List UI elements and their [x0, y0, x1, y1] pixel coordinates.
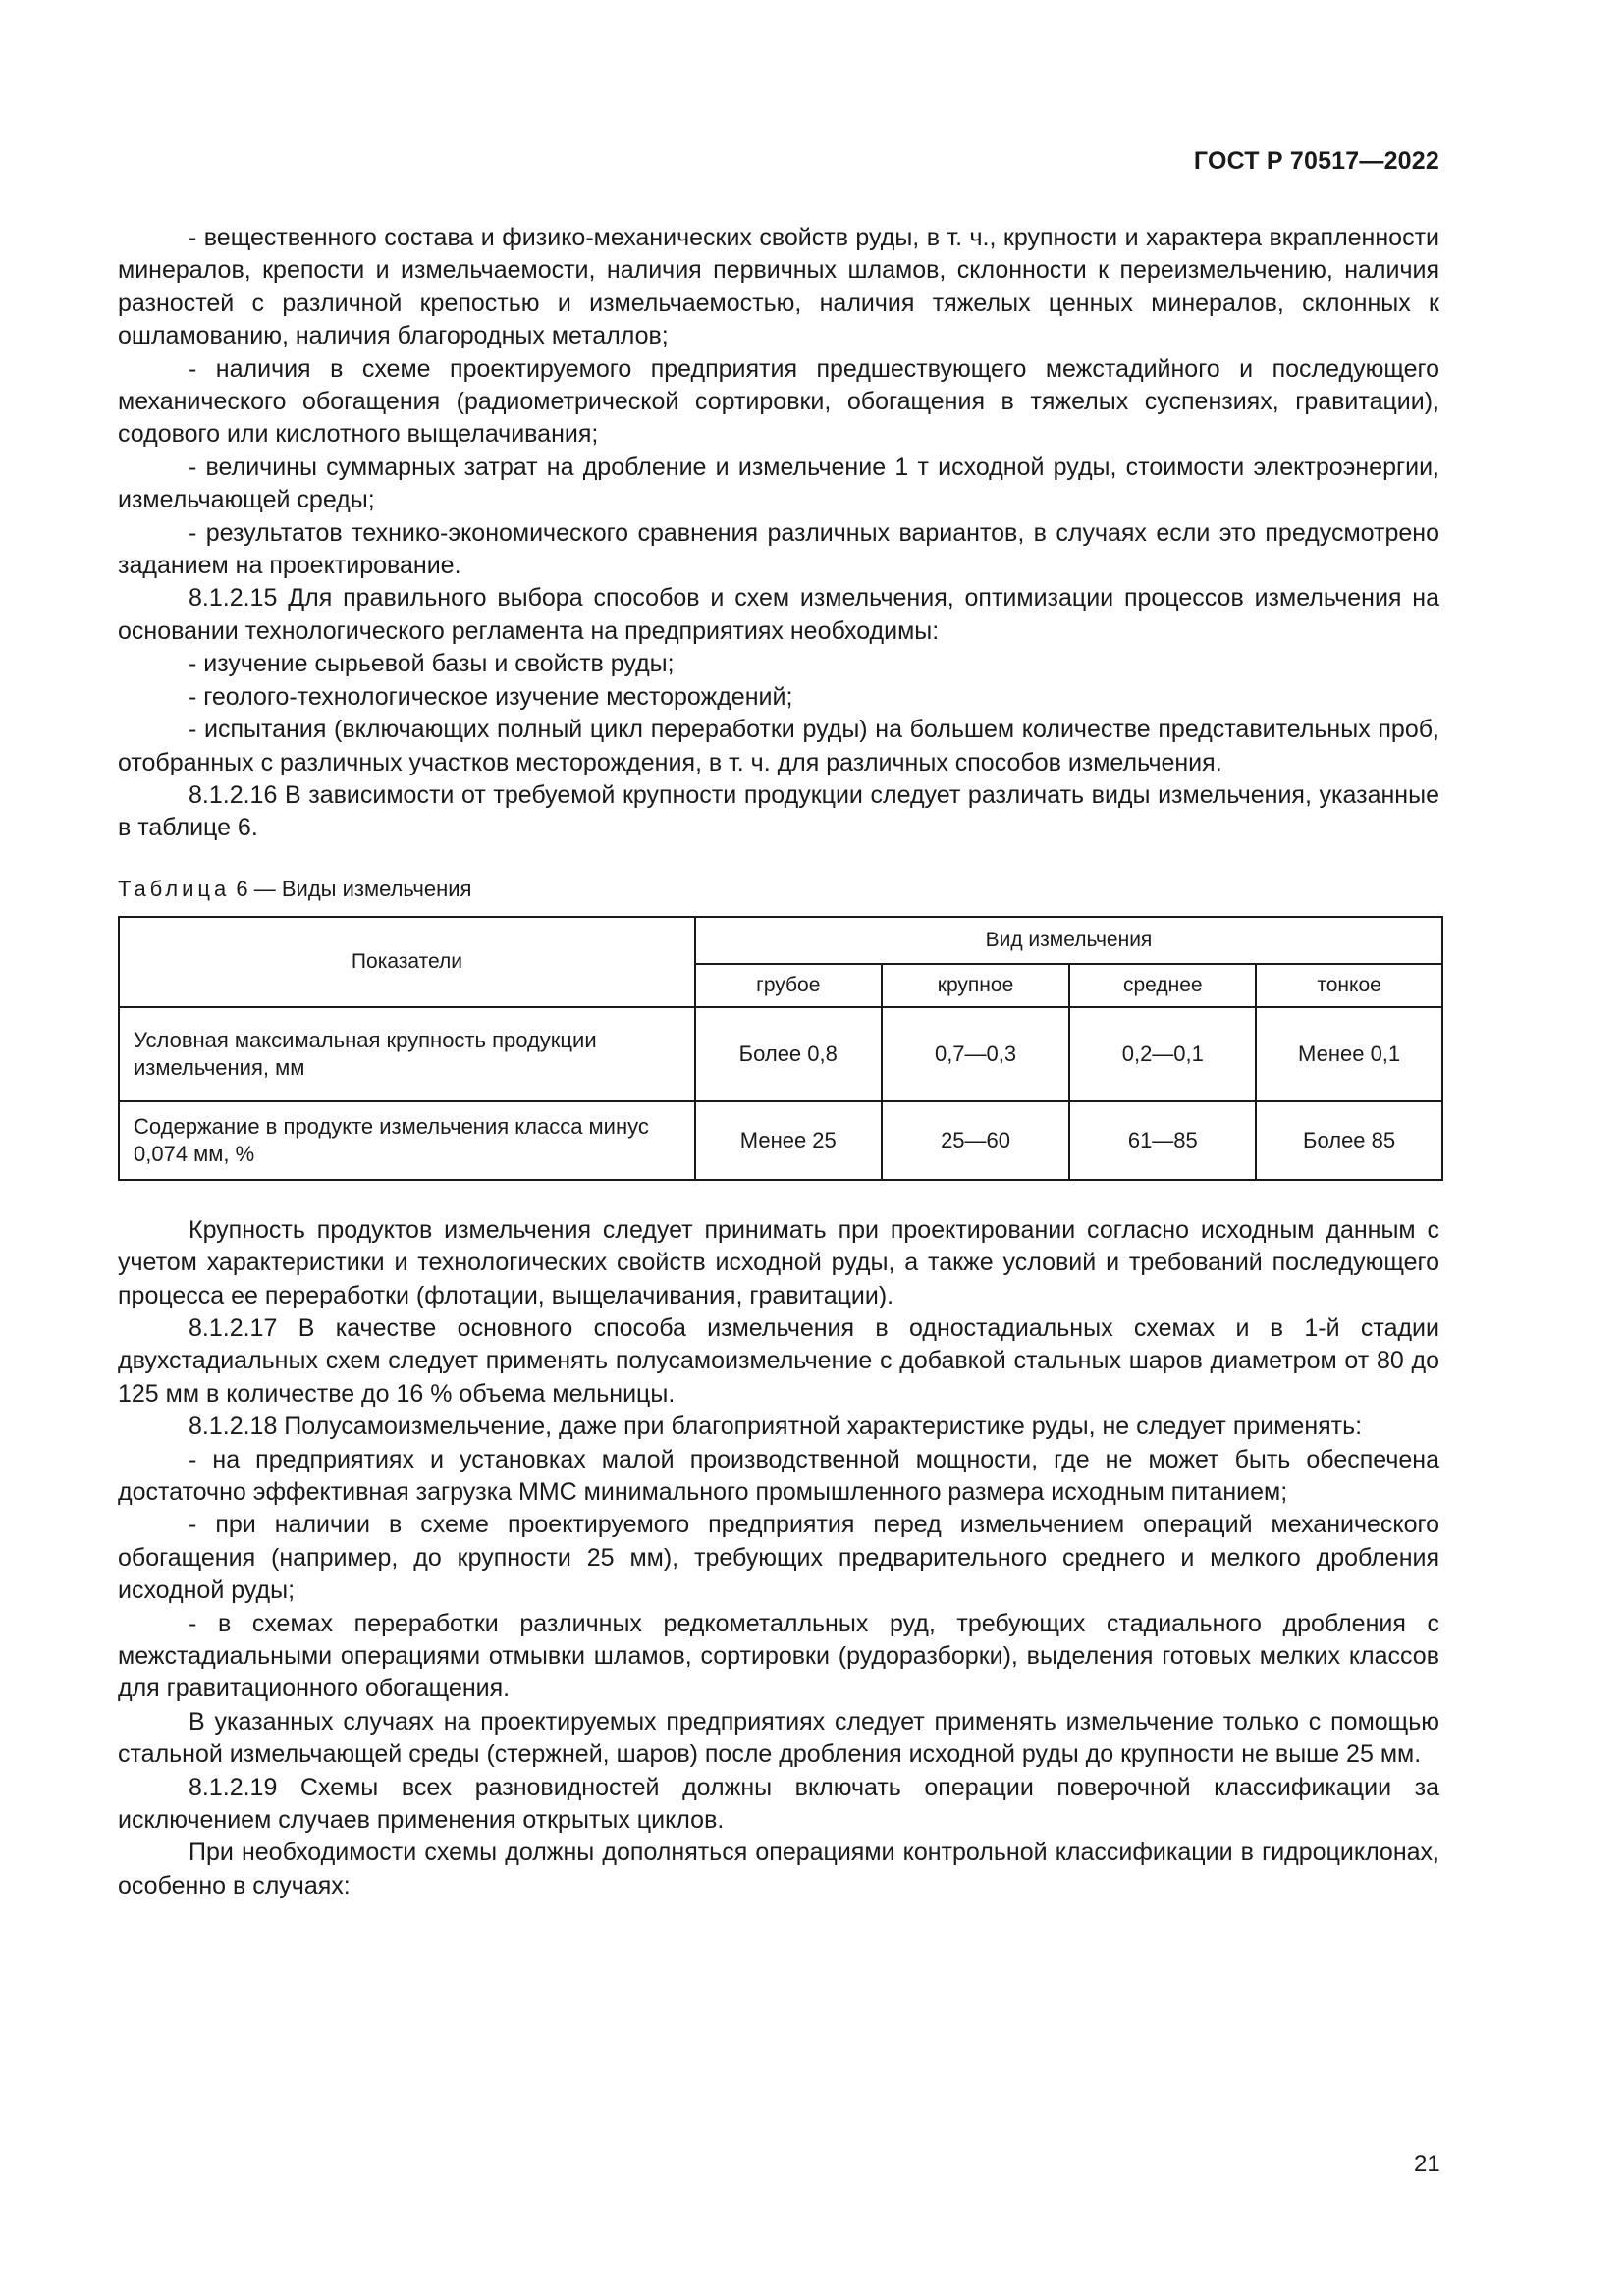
table-caption-label: Таблица — [118, 876, 231, 901]
table-row — [119, 1101, 1442, 1180]
table-cell: Менее 25 — [695, 1101, 882, 1180]
paragraph-product-size: Крупность продуктов измельчения следует принимать при проектировании согласно исходным данным с учетом характеристики и технологических свойств исходной руды, а также условий и требований последующего процесса ее переработки (флотации, выщелачивания, гравитации). — [118, 1215, 1439, 1309]
row-label: Содержание в продукте измельчения класса минус 0,074 мм, % — [119, 1101, 695, 1180]
paragraph-8-1-2-16: 8.1.2.16 В зависимости от требуемой крупности продукции следует различать виды измельчения, указанные в таблице 6. — [118, 780, 1439, 842]
header-large: крупное — [882, 964, 1070, 1007]
table-cell: 0,7—0,3 — [882, 1007, 1070, 1101]
paragraph-8-1-2-18: 8.1.2.18 Полусамоизмельчение, даже при благоприятной характеристике руды, не следует применять: — [189, 1413, 1363, 1441]
paragraph-hydrocyclones: При необходимости схемы должны дополняться операциями контрольной классификации в гидроциклонах, особенно в случаях: — [118, 1839, 1439, 1899]
table-cell: Более 0,8 — [695, 1007, 882, 1101]
paragraph-rare-metal-ores: - в схемах переработки различных редкометалльных руд, требующих стадиального дробления с межстадиальными операциями отмывки шламов, сортировки (рудоразборки), выделения готовых мелких классов для гравитационного обогащения. — [118, 1609, 1439, 1703]
paragraph-steel-media: В указанных случаях на проектируемых предприятиях следует применять измельчение только с помощью стальной измельчающей среды (стержней, шаров) после дробления исходной руды до крупности не выше 25 мм. — [118, 1707, 1439, 1769]
header-indicators: Показатели — [119, 917, 695, 1007]
row-label: Условная максимальная крупность продукции измельчения, мм — [119, 1007, 695, 1101]
table-caption — [118, 877, 1439, 902]
paragraph-8-1-2-19: 8.1.2.19 Схемы всех разновидностей должны включать операции поверочной классификации за исключением случаев применения открытых циклов. — [118, 1773, 1439, 1835]
paragraph-comparison: - результатов технико-экономического сравнения различных вариантов, в случаях если это предусмотрено заданием на проектирование. — [118, 518, 1439, 580]
header-medium: среднее — [1069, 964, 1256, 1007]
header-coarse: грубое — [695, 964, 882, 1007]
paragraph-mechanical-beneficiation: - при наличии в схеме проектируемого предприятия перед измельчением операций механического обогащения (например, до крупности 25 мм), требующих предварительного среднего и мелкого дробления исходной руды; — [118, 1511, 1439, 1605]
paragraph-composition: - вещественного состава и физико-механических свойств руды, в т. ч., крупности и характера вкрапленности минералов, крепости и измельчаемости, наличия первичных шламов, склонности к переизмельчению, наличия разностей с различной крепостью и измельчаемостью, наличия тяжелых ценных минералов, склонных к ошламованию, наличия благородных металлов; — [118, 224, 1439, 350]
document-header: ГОСТ Р 70517—2022 — [1193, 147, 1439, 175]
header-fine: тонкое — [1256, 964, 1442, 1007]
paragraph-small-capacity: - на предприятиях и установках малой производственной мощности, где не может быть обеспечена достаточно эффективная загрузка ММС минимального промышленного размера исходным питанием; — [118, 1445, 1439, 1506]
paragraph-tests: - испытания (включающих полный цикл переработки руды) на большем количестве представительных проб, отобранных с различных участков месторождения, в т. ч. для различных способов измельчения. — [118, 716, 1439, 776]
table-row — [119, 1007, 1442, 1101]
paragraph-raw-base: - изучение сырьевой базы и свойств руды; — [189, 650, 675, 678]
table-cell: 25—60 — [882, 1101, 1070, 1180]
header-grinding-type: Вид измельчения — [695, 917, 1442, 964]
table-cell: Более 85 — [1256, 1101, 1442, 1180]
page-content — [118, 222, 1439, 1902]
table-header-row — [119, 917, 1442, 964]
page-number: 21 — [1414, 2151, 1440, 2177]
table-caption-title: 6 — Виды измельчения — [236, 876, 472, 901]
paragraph-costs: - величины суммарных затрат на дробление и измельчение 1 т исходной руды, стоимости электроэнергии, измельчающей среды; — [118, 453, 1439, 514]
paragraph-8-1-2-15: 8.1.2.15 Для правильного выбора способов и схем измельчения, оптимизации процессов измельчения на основании технологического регламента на предприятиях необходимы: — [118, 584, 1439, 645]
grinding-types-table — [118, 916, 1443, 1181]
paragraph-8-1-2-17: 8.1.2.17 В качестве основного способа измельчения в одностадиальных схемах и в 1-й стадии двухстадиальных схем следует применять полусамоизмельчение с добавкой стальных шаров диаметром от 80 до 125 мм в количестве до 16 % объема мельницы. — [118, 1313, 1439, 1408]
paragraph-beneficiation: - наличия в схеме проектируемого предприятия предшествующего межстадийного и последующего механического обогащения (радиометрической сортировки, обогащения в тяжелых суспензиях, гравитации), содового или кислотного выщелачивания; — [118, 354, 1439, 449]
paragraph-geology: - геолого-технологическое изучение месторождений; — [189, 682, 793, 711]
table-cell: 0,2—0,1 — [1069, 1007, 1256, 1101]
table-cell: Менее 0,1 — [1256, 1007, 1442, 1101]
table-cell: 61—85 — [1069, 1101, 1256, 1180]
